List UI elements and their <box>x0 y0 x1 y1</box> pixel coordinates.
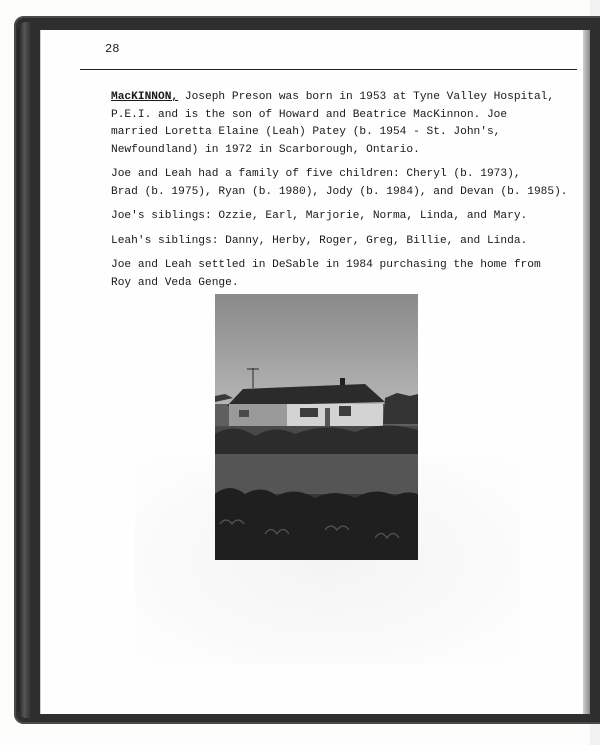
binder-spine <box>18 22 32 718</box>
photo-lawn <box>215 454 418 494</box>
entry-surname: MacKINNON, <box>111 91 179 103</box>
paragraph-leah-siblings: Leah's siblings: Danny, Herby, Roger, Greg, Billie, and Linda. <box>111 234 528 247</box>
paragraph-joe-siblings: Joe's siblings: Ozzie, Earl, Marjorie, Norma, Linda, and Mary. <box>111 210 528 222</box>
photo-window <box>300 408 318 417</box>
page-number: 28 <box>105 42 120 56</box>
genealogy-entry <box>111 89 581 299</box>
photo-door <box>325 408 330 428</box>
paragraph-birth <box>111 89 581 159</box>
photo-window <box>239 410 249 417</box>
paragraph-settlement: Joe and Leah settled in DeSable in 1984 purchasing the home from Roy and Veda Genge. <box>111 259 541 289</box>
photo-treeline-right <box>383 393 418 424</box>
paragraph-birth-text: Joseph Preson was born in 1953 at Tyne Valley Hospital, P.E.I. and is the son of Howard and Beatrice MacKinnon. Joe married Loretta Elaine (Leah) Patey (b. 1954 - St. John's, Newfoundland) in 1972 in Scarborough, Ontario. <box>111 91 555 156</box>
photo-foreground-brush <box>215 488 418 560</box>
house-photograph <box>215 294 418 560</box>
header-rule <box>80 69 577 70</box>
page-edge-shadow <box>582 30 590 714</box>
paragraph-children: Joe and Leah had a family of five children: Cheryl (b. 1973), Brad (b. 1975), Ryan (b. 1980), Jody (b. 1984), and Devan (b. 1985). <box>111 168 568 198</box>
photo-window <box>339 406 351 416</box>
